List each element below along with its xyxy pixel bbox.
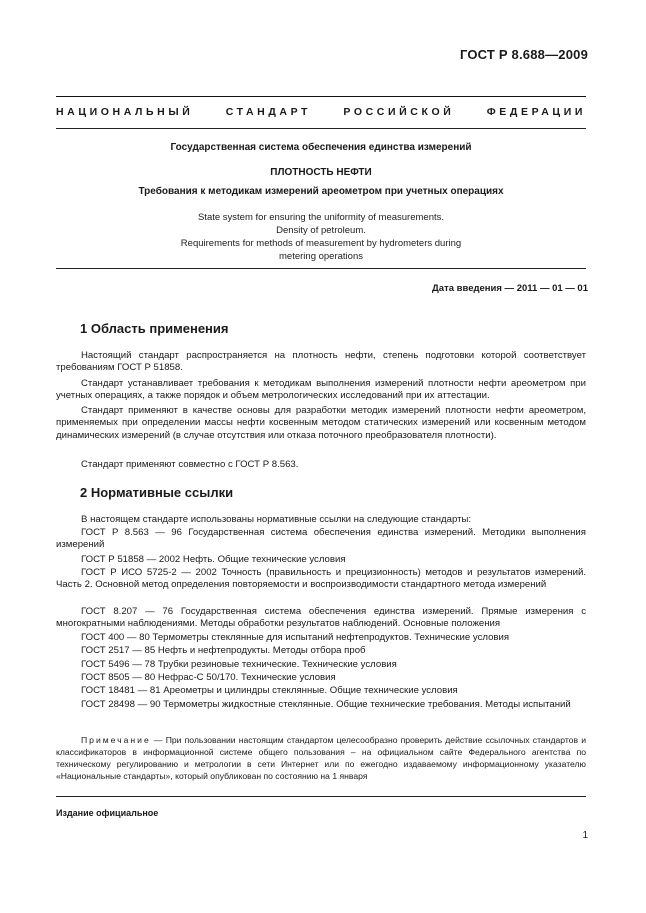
standard-banner: НАЦИОНАЛЬНЫЙ СТАНДАРТ РОССИЙСКОЙ ФЕДЕРАЦИИ [56, 106, 586, 118]
section-1-heading: 1 Область применения [80, 321, 229, 336]
reference-item: ГОСТ 8.207 — 76 Государственная система обеспечения единства измерений. Прямые измерения с многократными наблюдениями. Методы обработки результатов наблюдений. Основные положения [56, 606, 586, 630]
reference-item: ГОСТ Р 51858 — 2002 Нефть. Общие технические условия [81, 554, 346, 565]
banner-divider [56, 128, 586, 129]
section-1-paragraph: Стандарт устанавливает требования к методикам выполнения измерений плотности нефти ареометром при учетных операциях, а также порядок и объем метрологических исследований при их аттестации. [56, 378, 586, 402]
introduction-date: Дата введения — 2011 — 01 — 01 [432, 283, 588, 294]
reference-item: ГОСТ 18481 — 81 Ареометры и цилиндры стеклянные. Общие технические условия [81, 685, 458, 696]
document-title: ПЛОТНОСТЬ НЕФТИ [270, 167, 372, 178]
english-title-line-1: State system for ensuring the uniformity of measurements. [197, 212, 445, 223]
reference-item: ГОСТ 5496 — 78 Трубки резиновые технические. Технические условия [81, 659, 397, 670]
section-2-heading: 2 Нормативные ссылки [80, 485, 234, 500]
top-divider [56, 96, 586, 97]
document-code: ГОСТ Р 8.688—2009 [459, 47, 588, 62]
reference-item: ГОСТ 8505 — 80 Нефрас-С 50/170. Технические условия [81, 672, 336, 683]
english-title-line-2: Density of petroleum. [276, 225, 366, 236]
reference-item: ГОСТ 400 — 80 Термометры стеклянные для испытаний нефтепродуктов. Технические условия [81, 632, 510, 643]
page-number: 1 [582, 830, 588, 841]
english-title-line-3: Requirements for methods of measurement by hydrometers during [180, 238, 462, 249]
footer-divider [56, 796, 586, 797]
section-1-paragraph: Настоящий стандарт распространяется на плотность нефти, степень подготовки которой соответствует требованиям ГОСТ Р 51858. [56, 350, 586, 374]
english-title-line-4: metering operations [279, 251, 363, 262]
reference-item: ГОСТ 2517 — 85 Нефть и нефтепродукты. Методы отбора проб [81, 645, 366, 656]
reference-item: ГОСТ Р ИСО 5725-2 — 2002 Точность (правильность и прецизионность) методов и результатов измерений. Часть 2. Основной метод определения повторяемости и воспроизводимости стандартного метода измерений [56, 567, 586, 591]
note [56, 734, 586, 782]
references-intro: В настоящем стандарте использованы нормативные ссылки на следующие стандарты: [81, 514, 472, 525]
reference-item: ГОСТ Р 8.563 — 96 Государственная система обеспечения единства измерений. Методики выполнения измерений [56, 527, 586, 551]
note-text: — При пользовании настоящим стандартом целесообразно проверить действие ссылочных стандартов и классификаторов в информационной системе общего пользования – на официальном сайте Федерального агентства по техническому регулированию и метрологии в сети Интернет или по ежегодно издаваемому информационному указателю «Национальные стандарты», который опубликован по состоянию на 1 января [56, 735, 586, 781]
section-1-paragraph: Стандарт применяют совместно с ГОСТ Р 8.563. [81, 459, 299, 470]
title-divider [56, 268, 586, 269]
note-label: Примечание [81, 735, 151, 745]
official-edition-label: Издание официальное [56, 808, 159, 818]
system-title: Государственная система обеспечения единства измерений [170, 142, 472, 153]
section-1-paragraph: Стандарт применяют в качестве основы для разработки методик измерений плотности нефти ареометром, применяемых при определении массы нефти косвенным методом статических измерений или косвенным методом динамических измерений (в случае отсутствия или отказа поточного преобразователя плотности). [56, 405, 586, 441]
reference-item: ГОСТ 28498 — 90 Термометры жидкостные стеклянные. Общие технические требования. Методы испытаний [81, 699, 571, 710]
document-subtitle: Требования к методикам измерений ареометром при учетных операциях [138, 186, 504, 197]
